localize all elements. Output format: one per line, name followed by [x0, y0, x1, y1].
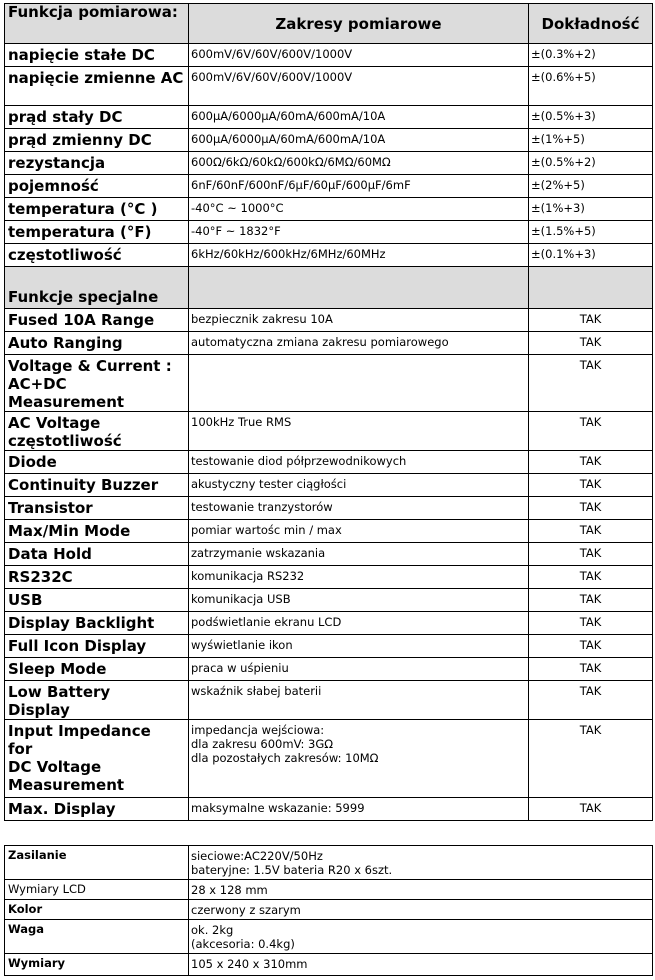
special-function-value: TAK — [529, 658, 653, 681]
special-function-name: Max/Min Mode — [5, 520, 189, 543]
special-function-description — [189, 355, 529, 412]
special-function-value: TAK — [529, 589, 653, 612]
special-function-row — [5, 451, 653, 474]
measurement-ranges: 600µA/6000µA/60mA/600mA/10A — [189, 106, 529, 129]
supply-table — [4, 845, 653, 976]
accuracy-column-header: Dokładność — [529, 4, 653, 44]
special-function-value: TAK — [529, 720, 653, 798]
special-function-row — [5, 474, 653, 497]
supply-value: 28 x 128 mm — [189, 880, 653, 900]
special-functions-header-empty — [189, 267, 529, 309]
measurement-row — [5, 198, 653, 221]
special-function-name: AC Voltage częstotliwość — [5, 412, 189, 451]
special-function-name: Low Battery Display — [5, 681, 189, 720]
special-function-value: TAK — [529, 497, 653, 520]
special-functions-heading: Funkcje specjalne — [5, 267, 189, 309]
measurement-row — [5, 129, 653, 152]
special-function-row — [5, 720, 653, 798]
supply-value: ok. 2kg (akcesoria: 0.4kg) — [189, 920, 653, 954]
special-function-description: praca w uśpieniu — [189, 658, 529, 681]
supply-label: Wymiary LCD — [5, 880, 189, 900]
special-function-name: Input Impedance for DC Voltage Measurement — [5, 720, 189, 798]
special-function-name: Full Icon Display — [5, 635, 189, 658]
special-function-description: impedancja wejściowa: dla zakresu 600mV: 3GΩ dla pozostałych zakresów: 10MΩ — [189, 720, 529, 798]
supply-value: sieciowe:AC220V/50Hz bateryjne: 1.5V bateria R20 x 6szt. — [189, 846, 653, 880]
measurement-function: pojemność — [5, 175, 189, 198]
special-function-description: pomiar wartośc min / max — [189, 520, 529, 543]
ranges-column-header: Zakresy pomiarowe — [189, 4, 529, 44]
function-column-header: Funkcja pomiarowa: — [5, 4, 189, 44]
special-function-description: wyświetlanie ikon — [189, 635, 529, 658]
supply-row — [5, 920, 653, 954]
supply-row — [5, 880, 653, 900]
supply-value: czerwony z szarym — [189, 900, 653, 920]
special-function-description: automatyczna zmiana zakresu pomiarowego — [189, 332, 529, 355]
supply-row — [5, 954, 653, 976]
special-function-name: Transistor — [5, 497, 189, 520]
special-function-row — [5, 309, 653, 332]
special-function-name: Auto Ranging — [5, 332, 189, 355]
special-functions-header-empty — [529, 267, 653, 309]
special-function-row — [5, 612, 653, 635]
special-function-description: testowanie diod półprzewodnikowych — [189, 451, 529, 474]
special-function-description: akustyczny tester ciągłości — [189, 474, 529, 497]
measurement-row — [5, 244, 653, 267]
measurement-ranges: 600µA/6000µA/60mA/600mA/10A — [189, 129, 529, 152]
supply-row — [5, 900, 653, 920]
measurement-function: częstotliwość — [5, 244, 189, 267]
special-function-value: TAK — [529, 566, 653, 589]
special-function-row — [5, 332, 653, 355]
special-function-value: TAK — [529, 520, 653, 543]
special-function-name: Diode — [5, 451, 189, 474]
special-function-row — [5, 681, 653, 720]
special-functions-header-row — [5, 267, 653, 309]
special-function-name: Display Backlight — [5, 612, 189, 635]
special-function-row — [5, 543, 653, 566]
supply-row — [5, 846, 653, 880]
special-function-name: Continuity Buzzer — [5, 474, 189, 497]
measurement-row — [5, 175, 653, 198]
supply-value: 105 x 240 x 310mm — [189, 954, 653, 976]
measurement-accuracy: ±(0.5%+2) — [529, 152, 653, 175]
measurement-function: napięcie zmienne AC — [5, 67, 189, 106]
specifications-table — [4, 3, 653, 821]
special-function-name: RS232C — [5, 566, 189, 589]
measurement-ranges: 600mV/6V/60V/600V/1000V — [189, 44, 529, 67]
special-function-row — [5, 566, 653, 589]
measurement-row — [5, 152, 653, 175]
measurement-accuracy: ±(1%+3) — [529, 198, 653, 221]
measurement-row — [5, 106, 653, 129]
special-function-value: TAK — [529, 412, 653, 451]
measurement-row — [5, 67, 653, 106]
measurement-function: temperatura (°C ) — [5, 198, 189, 221]
measurement-function: prąd stały DC — [5, 106, 189, 129]
special-function-row — [5, 798, 653, 821]
supply-label: Zasilanie — [5, 846, 189, 880]
special-function-description: komunikacja RS232 — [189, 566, 529, 589]
special-function-name: USB — [5, 589, 189, 612]
measurement-row — [5, 44, 653, 67]
special-function-row — [5, 497, 653, 520]
special-function-value: TAK — [529, 309, 653, 332]
measurement-accuracy: ±(0.5%+3) — [529, 106, 653, 129]
measurement-accuracy: ±(0.6%+5) — [529, 67, 653, 106]
special-function-value: TAK — [529, 798, 653, 821]
measurement-ranges: -40°C ~ 1000°C — [189, 198, 529, 221]
special-function-description: bezpiecznik zakresu 10A — [189, 309, 529, 332]
measurement-ranges: 600mV/6V/60V/600V/1000V — [189, 67, 529, 106]
measurement-ranges: 6nF/60nF/600nF/6µF/60µF/600µF/6mF — [189, 175, 529, 198]
table-header-row — [5, 4, 653, 44]
measurement-function: napięcie stałe DC — [5, 44, 189, 67]
special-function-row — [5, 658, 653, 681]
measurement-function: temperatura (°F) — [5, 221, 189, 244]
measurement-accuracy: ±(1.5%+5) — [529, 221, 653, 244]
special-function-description: zatrzymanie wskazania — [189, 543, 529, 566]
measurement-accuracy: ±(0.3%+2) — [529, 44, 653, 67]
special-function-description: komunikacja USB — [189, 589, 529, 612]
measurement-function: prąd zmienny DC — [5, 129, 189, 152]
special-function-value: TAK — [529, 543, 653, 566]
special-function-description: wskaźnik słabej baterii — [189, 681, 529, 720]
special-function-value: TAK — [529, 451, 653, 474]
measurement-accuracy: ±(0.1%+3) — [529, 244, 653, 267]
supply-label: Wymiary — [5, 954, 189, 976]
special-function-value: TAK — [529, 474, 653, 497]
special-function-row — [5, 412, 653, 451]
measurement-function: rezystancja — [5, 152, 189, 175]
special-function-name: Data Hold — [5, 543, 189, 566]
special-function-value: TAK — [529, 332, 653, 355]
measurement-accuracy: ±(2%+5) — [529, 175, 653, 198]
special-function-value: TAK — [529, 635, 653, 658]
special-function-row — [5, 635, 653, 658]
special-function-name: Max. Display — [5, 798, 189, 821]
special-function-description: maksymalne wskazanie: 5999 — [189, 798, 529, 821]
special-function-description: testowanie tranzystorów — [189, 497, 529, 520]
special-function-description: 100kHz True RMS — [189, 412, 529, 451]
special-function-row — [5, 520, 653, 543]
supply-label: Kolor — [5, 900, 189, 920]
special-function-name: Fused 10A Range — [5, 309, 189, 332]
special-function-name: Voltage & Current : AC+DC Measurement — [5, 355, 189, 412]
supply-label: Waga — [5, 920, 189, 954]
special-function-value: TAK — [529, 681, 653, 720]
special-function-description: podświetlanie ekranu LCD — [189, 612, 529, 635]
measurement-accuracy: ±(1%+5) — [529, 129, 653, 152]
special-function-name: Sleep Mode — [5, 658, 189, 681]
measurement-row — [5, 221, 653, 244]
special-function-value: TAK — [529, 612, 653, 635]
measurement-ranges: -40°F ~ 1832°F — [189, 221, 529, 244]
measurement-ranges: 6kHz/60kHz/600kHz/6MHz/60MHz — [189, 244, 529, 267]
special-function-row — [5, 589, 653, 612]
special-function-value: TAK — [529, 355, 653, 412]
measurement-ranges: 600Ω/6kΩ/60kΩ/600kΩ/6MΩ/60MΩ — [189, 152, 529, 175]
special-function-row — [5, 355, 653, 412]
